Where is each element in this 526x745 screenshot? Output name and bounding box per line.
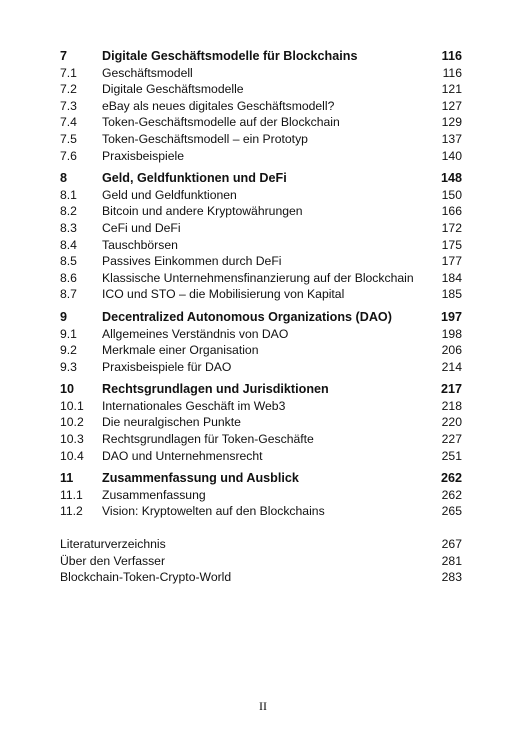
entry-page-number: 220 [441,415,462,430]
chapter-heading [60,309,462,326]
chapter-block [60,309,462,375]
entry-page-number: 184 [441,270,462,285]
entry-page-number: 267 [441,537,462,552]
entry-page-number: 227 [441,432,462,447]
entry-page-number: 150 [441,187,462,202]
entry-page-number: 283 [441,570,462,585]
section-entry [60,326,462,343]
entry-number: 11.1 [60,487,83,502]
entry-number: 7.6 [60,148,77,163]
entry-title: Allgemeines Verständnis von DAO [102,326,289,341]
chapter-list [60,48,462,520]
section-entry [60,187,462,204]
entry-title: Praxisbeispiele [102,148,184,163]
backmatter-entry [60,536,462,553]
entry-number: 10.3 [60,432,84,447]
section-entry [60,98,462,115]
entry-page-number: 172 [441,220,462,235]
entry-title: Praxisbeispiele für DAO [102,359,232,374]
entry-number: 9.2 [60,343,77,358]
section-entry [60,359,462,376]
entry-number: 8.5 [60,254,77,269]
entry-number: 8.3 [60,220,77,235]
entry-title: Rechtsgrundlagen und Jurisdiktionen [102,382,329,397]
entry-page-number: 148 [440,171,462,186]
entry-title: Über den Verfasser [60,553,166,568]
entry-page-number: 198 [441,326,462,341]
entry-page-number: 116 [441,49,462,63]
entry-number: 9 [60,309,68,324]
entry-page-number: 217 [440,382,462,397]
section-entry [60,65,462,82]
entry-number: 7.4 [60,115,77,130]
entry-title: Zusammenfassung [102,487,206,502]
backmatter-entry [60,553,462,570]
entry-title: Geld und Geldfunktionen [102,187,237,202]
entry-number: 10.2 [60,415,84,430]
entry-title: Geld, Geldfunktionen und DeFi [102,171,287,186]
entry-page-number: 281 [441,553,462,568]
chapter-block [60,381,462,464]
entry-title: Tauschbörsen [102,237,178,252]
entry-number: 7 [60,49,68,63]
entry-title: Die neuralgischen Punkte [102,415,241,430]
entry-page-number: 140 [441,148,462,163]
entry-title: Merkmale einer Organisation [102,343,259,358]
section-entry [60,342,462,359]
entry-title: Klassische Unternehmensfinanzierung auf der Blockchain [102,270,414,285]
section-entry [60,81,462,98]
section-entry [60,270,462,287]
section-entry [60,253,462,270]
entry-title: Token-Geschäftsmodell – ein Prototyp [102,131,308,146]
entry-page-number: 262 [440,471,462,486]
entry-title: Geschäftsmodell [102,65,193,80]
entry-page-number: 129 [441,115,462,130]
chapter-heading [60,48,462,65]
entry-title: Bitcoin und andere Kryptowährungen [102,204,303,219]
entry-title: eBay als neues digitales Geschäftsmodell? [102,98,335,113]
entry-title: Digitale Geschäftsmodelle [102,82,244,97]
entry-number: 7.3 [60,98,77,113]
backmatter-list [60,536,462,586]
entry-number: 8.6 [60,270,77,285]
chapter-block [60,170,462,303]
section-entry [60,131,462,148]
entry-page-number: 185 [441,287,462,302]
section-entry [60,237,462,254]
entry-number: 8.4 [60,237,77,252]
entry-page-number: 197 [440,309,462,324]
entry-page-number: 206 [441,343,462,358]
entry-title: Blockchain-Token-Crypto-World [60,570,232,585]
section-entry [60,503,462,520]
entry-title: Decentralized Autonomous Organizations (DAO) [102,309,392,324]
section-entry [60,203,462,220]
section-entry [60,431,462,448]
entry-title: Internationales Geschäft im Web3 [102,398,286,413]
entry-number: 9.3 [60,359,77,374]
chapter-heading [60,381,462,398]
entry-number: 11 [60,471,74,486]
entry-page-number: 121 [441,82,462,97]
section-entry [60,448,462,465]
section-entry [60,220,462,237]
table-of-contents [60,48,462,586]
section-entry [60,148,462,165]
entry-title: DAO und Unternehmensrecht [102,448,263,463]
entry-title: Passives Einkommen durch DeFi [102,254,282,269]
entry-title: CeFi und DeFi [102,220,181,235]
page-folio: II [259,699,267,713]
entry-number: 9.1 [60,326,77,341]
section-entry [60,487,462,504]
section-entry [60,114,462,131]
chapter-heading [60,170,462,187]
chapter-heading [60,470,462,487]
entry-title: Token-Geschäftsmodelle auf der Blockchain [102,115,340,130]
entry-page-number: 166 [441,204,462,219]
entry-number: 7.5 [60,131,77,146]
entry-number: 8.1 [60,187,77,202]
entry-title: Digitale Geschäftsmodelle für Blockchains [102,49,358,63]
entry-number: 7.2 [60,82,77,97]
entry-title: Rechtsgrundlagen für Token-Geschäfte [102,432,314,447]
section-entry [60,398,462,415]
entry-page-number: 175 [441,237,462,252]
entry-page-number: 127 [441,98,462,113]
entry-title: Vision: Kryptowelten auf den Blockchains [102,504,325,519]
entry-page-number: 262 [441,487,462,502]
section-entry [60,414,462,431]
entry-number: 10.4 [60,448,84,463]
chapter-block [60,470,462,520]
entry-page-number: 265 [441,504,462,519]
entry-page-number: 177 [441,254,462,269]
entry-number: 10 [60,382,75,397]
entry-title: Zusammenfassung und Ausblick [102,471,299,486]
chapter-block [60,48,462,164]
section-entry [60,286,462,303]
entry-number: 8.2 [60,204,77,219]
entry-number: 11.2 [60,504,83,519]
entry-number: 8.7 [60,287,77,302]
entry-page-number: 116 [442,65,462,80]
backmatter-entry [60,569,462,586]
entry-page-number: 251 [441,448,462,463]
entry-number: 7.1 [60,65,77,80]
entry-page-number: 214 [441,359,462,374]
entry-title: Literaturverzeichnis [60,537,166,552]
entry-number: 8 [60,171,68,186]
entry-page-number: 137 [441,131,462,146]
entry-title: ICO und STO – die Mobilisierung von Kapital [102,287,345,302]
entry-number: 10.1 [60,398,84,413]
entry-page-number: 218 [441,398,462,413]
